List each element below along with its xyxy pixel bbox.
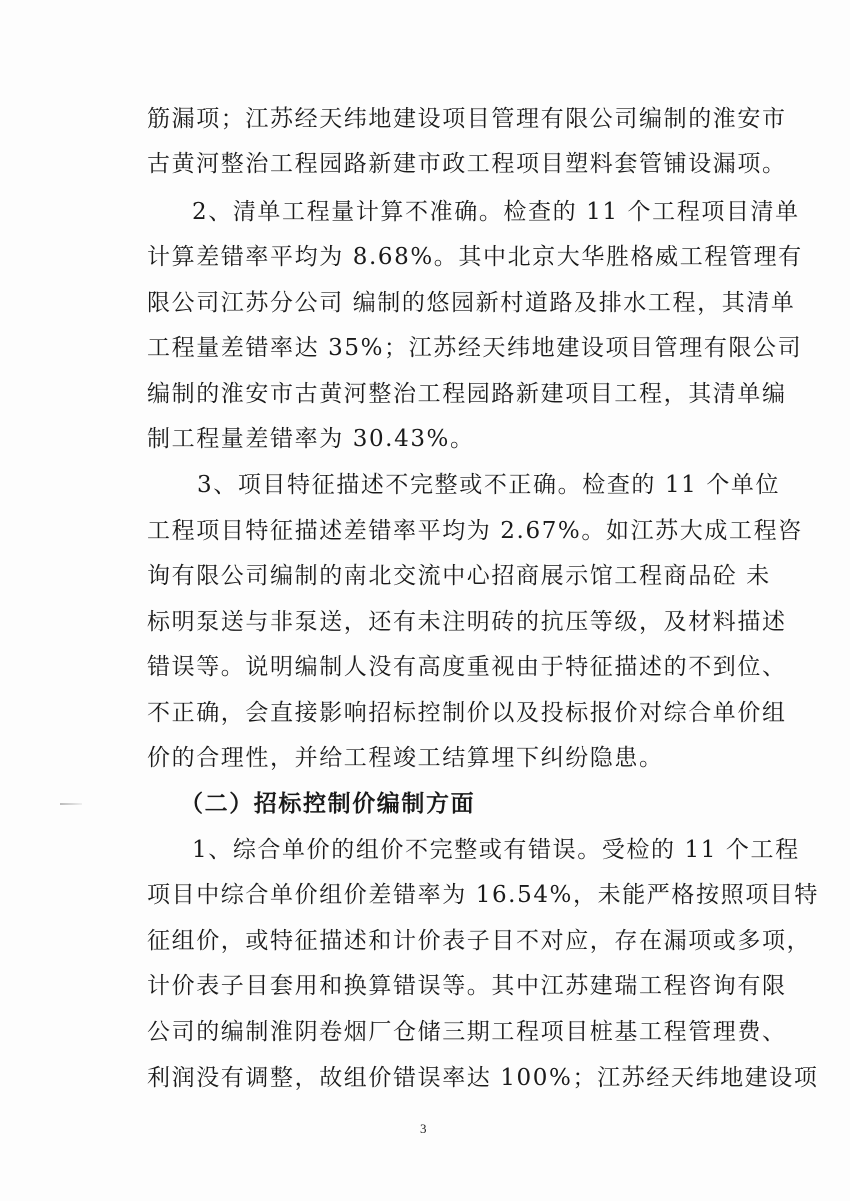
text-line: 限公司江苏分公司 编制的悠园新村道路及排水工程，其清单 <box>147 290 796 316</box>
text-line: 工程项目特征描述差错率平均为 2.67%。如江苏大成工程咨 <box>147 518 803 544</box>
text-line: 征组价，或特征描述和计价表子目不对应，存在漏项或多项， <box>147 928 812 954</box>
page-number: 3 <box>420 1121 427 1136</box>
text-line: 标明泵送与非泵送，还有未注明砖的抗压等级，及材料描述 <box>147 609 787 635</box>
text-line: 古黄河整治工程园路新建市政工程项目塑料套管铺设漏项。 <box>147 151 787 177</box>
text-line: 计算差错率平均为 8.68%。其中北京大华胜格威工程管理有 <box>147 244 803 270</box>
section-heading: （二）招标控制价编制方面 <box>180 790 476 817</box>
text-line: 筋漏项；江苏经天纬地建设项目管理有限公司编制的淮安市 <box>147 106 787 132</box>
text-line: 价的合理性，并给工程竣工结算埋下纠纷隐患。 <box>147 745 664 771</box>
text-line: 工程量差错率达 35%；江苏经天纬地建设项目管理有限公司 <box>147 335 803 361</box>
text-line: 不正确，会直接影响招标控制价以及投标报价对综合单价组 <box>147 700 787 726</box>
text-line: 询有限公司编制的南北交流中心招商展示馆工程商品砼 未 <box>147 563 771 589</box>
text-line: 2、清单工程量计算不准确。检查的 11 个工程项目清单 <box>192 199 800 225</box>
text-line: 计价表子目套用和换算错误等。其中江苏建瑞工程咨询有限 <box>147 973 787 999</box>
text-line: 3、项目特征描述不完整或不正确。检查的 11 个单位 <box>197 472 781 498</box>
text-line: 编制的淮安市古黄河整治工程园路新建项目工程，其清单编 <box>147 381 787 407</box>
text-line: 错误等。说明编制人没有高度重视由于特征描述的不到位、 <box>147 654 787 680</box>
scan-mark <box>60 803 82 805</box>
text-line: 公司的编制淮阴卷烟厂仓储三期工程项目桩基工程管理费、 <box>147 1019 787 1045</box>
text-line: 利润没有调整，故组价错误率达 100%；江苏经天纬地建设项 <box>147 1065 819 1091</box>
text-line: 1、综合单价的组价不完整或有错误。受检的 11 个工程 <box>192 837 800 863</box>
text-line: 制工程量差错率为 30.43%。 <box>147 426 475 452</box>
text-line: 项目中综合单价组价差错率为 16.54%，未能严格按照项目特 <box>147 882 820 908</box>
